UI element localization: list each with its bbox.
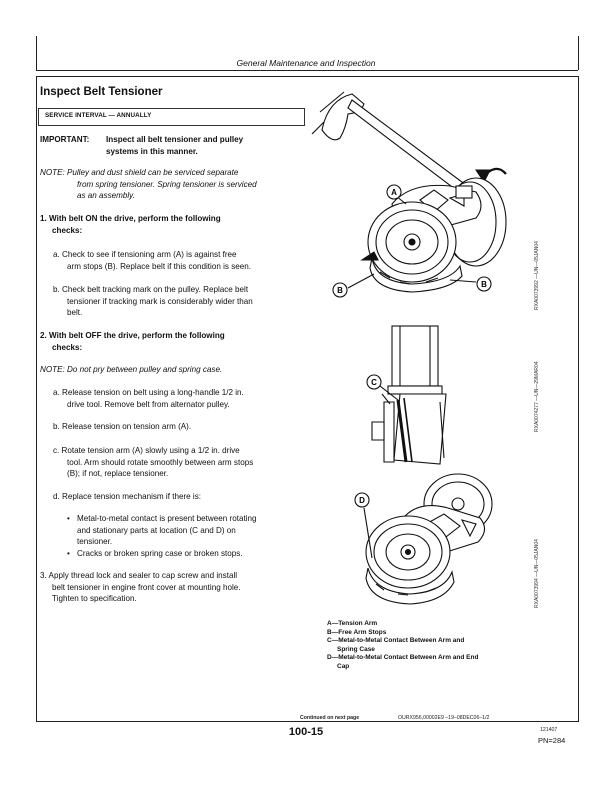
bullet1-line2: and stationary parts at location (C and D) on [77, 525, 236, 535]
legend-c-line2: Spring Case [337, 645, 375, 653]
substep-d-line1: d. Replace tension mechanism if there is: [53, 492, 202, 501]
running-header: General Maintenance and Inspection [236, 58, 376, 68]
substep-c-line1: c. Rotate tension arm (A) slowly using a 1/2 in. drive [53, 446, 240, 455]
bullet1-dot: • [67, 514, 70, 523]
step3-line3: Tighten to specification. [52, 594, 137, 603]
figure2-tensioner-side-view [360, 322, 470, 472]
step2-line2: checks: [52, 342, 83, 352]
step1-a-line1: a. Check to see if tensioning arm (A) is against free [53, 250, 237, 259]
note1-line3: as an assembly. [77, 191, 135, 200]
step3-line1: 3. Apply thread lock and sealer to cap screw and install [40, 571, 238, 580]
step2-line1: 2. With belt OFF the drive, perform the following [40, 331, 225, 340]
pn-code: PN=284 [538, 736, 566, 745]
service-interval-box [38, 108, 305, 126]
figure2-label-c: C [371, 378, 377, 387]
figure1-id: RXA0073992 —UN—05JAN04 [534, 241, 540, 310]
service-interval-text: SERVICE INTERVAL — ANNUALLY [45, 112, 152, 119]
legend-b: B—Free Arm Stops [327, 628, 387, 636]
figure3-tensioner-end-cap [340, 468, 510, 608]
figure1-label-a: A [391, 188, 397, 197]
substep-c-line3: (B); if not, replace tensioner. [67, 469, 169, 478]
legend-d-line2: Cap [337, 663, 350, 670]
doc-code: OURX956,00002E9 –19–08DEC06–1/2 [398, 715, 490, 721]
figure3-label-d: D [359, 496, 365, 505]
step1-b-line1: b. Check belt tracking mark on the pulley. Replace belt [53, 285, 249, 294]
content-left-rule [36, 76, 37, 722]
page-number: 100-15 [288, 726, 324, 738]
important-label: IMPORTANT: [40, 135, 90, 144]
content-right-rule [578, 76, 579, 722]
step1-a-line2: arm stops (B). Replace belt if this condition is seen. [67, 261, 251, 271]
content-bottom-rule [36, 721, 578, 722]
bullet1-line1: Metal-to-metal contact is present between rotating [77, 514, 257, 523]
bullet1-line3: tensioner. [77, 537, 113, 546]
section-title: Inspect Belt Tensioner [40, 86, 163, 98]
bullet2-dot: • [67, 548, 70, 558]
step1-b-line3: belt. [67, 308, 83, 317]
step1-line1: 1. With belt ON the drive, perform the following [40, 214, 221, 223]
figure3-id: RXA0073994 —UN—05JAN04 [534, 539, 540, 608]
legend-d-line1: D—Metal-to-Metal Contact Between Arm and End [327, 654, 479, 662]
figure1-tensioner-with-drive-tool [300, 82, 530, 302]
figure1-label-b-right: B [481, 280, 487, 289]
continued-note: Continued on next page [300, 715, 360, 721]
step3-line2: belt tensioner in engine front cover at mounting hole. [52, 582, 241, 592]
substep-a-line1: a. Release tension on belt using a long-handle 1/2 in. [53, 388, 244, 397]
note1-line2: from spring tensioner. Spring tensioner is serviced [77, 179, 257, 189]
important-line2: systems in this manner. [106, 147, 198, 156]
figure1-label-b-left: B [337, 286, 343, 295]
legend-c-line1: C—Metal-to-Metal Contact Between Arm and [327, 637, 465, 645]
bullet2-line: Cracks or broken spring case or broken stops. [77, 548, 243, 558]
step1-line2: checks: [52, 225, 83, 235]
substep-c-line2: tool. Arm should rotate smoothly between arm stops [67, 457, 254, 467]
content-top-rule [36, 76, 578, 77]
figure2-id: RXA0074277 —UN—29MAR04 [534, 361, 540, 432]
step1-b-line2: tensioner if tracking mark is considerably wider than [67, 296, 253, 306]
note2: NOTE: Do not pry between pulley and spring case. [40, 365, 223, 374]
note1-line1: NOTE: Pulley and dust shield can be serviced separate [40, 168, 239, 177]
substep-a-line2: drive tool. Remove belt from alternator pulley. [67, 399, 230, 409]
substep-b-line1: b. Release tension on tension arm (A). [53, 422, 192, 431]
header-bottom-rule [36, 70, 578, 71]
date-code: 121407 [540, 727, 558, 733]
legend-a: A—Tension Arm [327, 620, 378, 627]
important-line1: Inspect all belt tensioner and pulley [106, 135, 244, 144]
